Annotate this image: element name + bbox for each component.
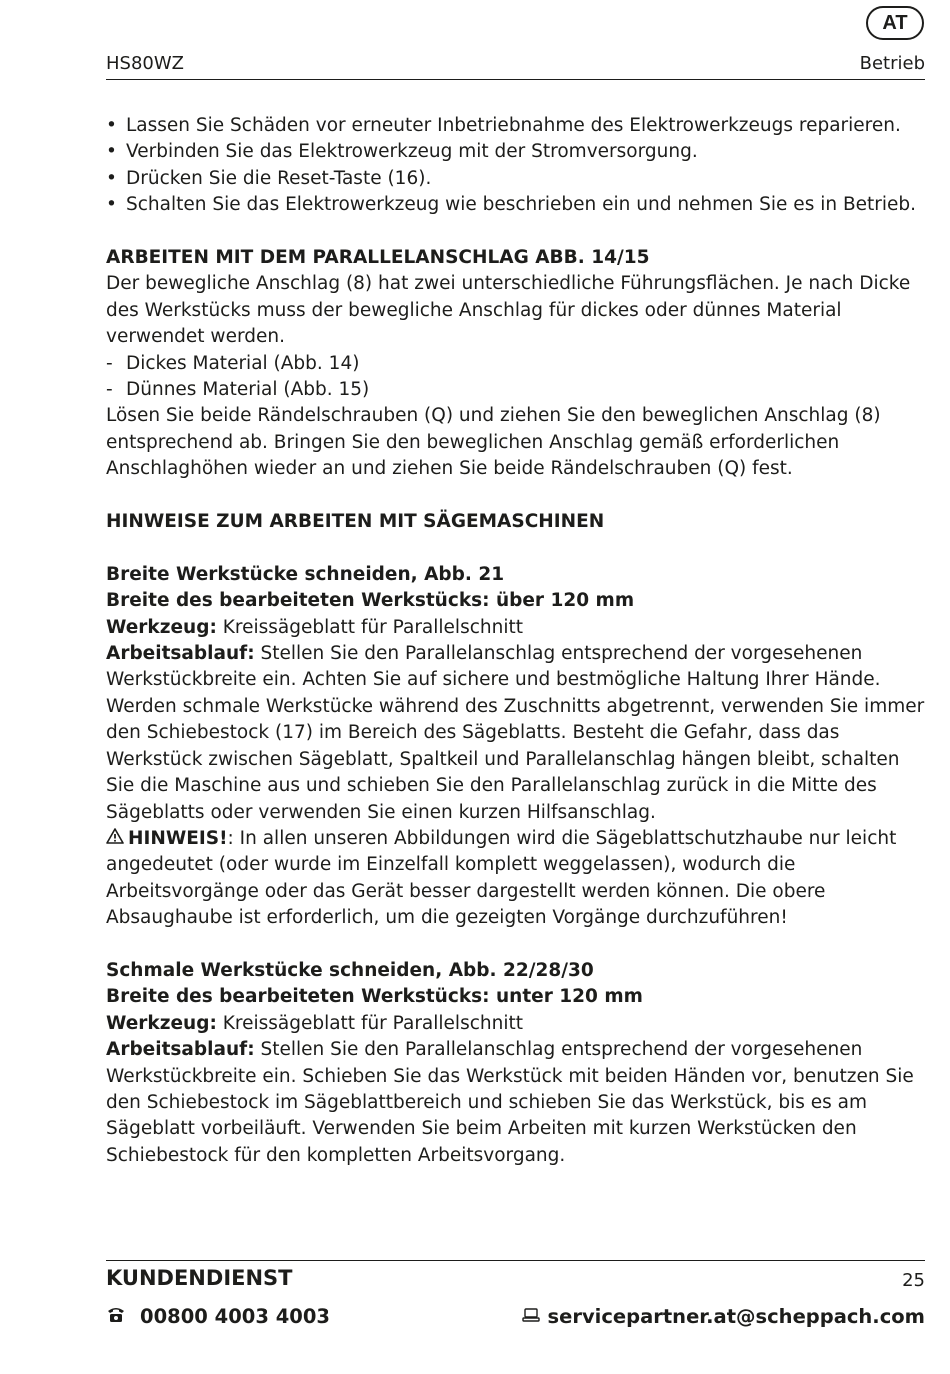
model-name: HS80WZ (106, 53, 184, 74)
tool-text: Kreissägeblatt für Parallelschnitt (216, 1012, 523, 1034)
parallel-text: Lösen Sie beide Rändelschrauben (Q) und ziehen Sie den beweglichen Anschlag (8) entsprechend ab. Bringen Sie den beweglichen Anschlag gemäß erforderlichen Anschlaghöhen wieder an und ziehen Sie beide Rändelschrauben (Q) fest. (106, 405, 881, 480)
dash-item: - Dünnes Material (Abb. 15) (106, 377, 928, 403)
footer-divider (106, 1260, 925, 1261)
bullet-item: • Drücken Sie die Reset-Taste (16). (106, 166, 928, 192)
bullet-item: • Lassen Sie Schäden vor erneuter Inbetriebnahme des Elektrowerkzeugs reparieren. (106, 113, 928, 139)
footer-title: KUNDENDIENST (106, 1266, 293, 1290)
process-text: Stellen Sie den Parallelanschlag entsprechend der vorgesehenen Werkstückbreite ein. Achten Sie auf sichere und bestmögliche Haltung Ihrer Hände. Werden schmale Werkstücke während des Zuschnitts abgetrennt, verwenden Sie immer den Schiebestock (17) im Bereich des Sägeblatts. Besteht die Gefahr, dass das Werkstück zwischen Sägeblatt, Spaltkeil und Parallelanschlag hängen bleibt, schalten Sie die Maschine aus und schieben Sie den Parallelanschlag zurück in die Mitte des Sägeblatts oder verwenden Sie einen kurzen Hilfsanschlag. (106, 643, 925, 823)
phone-contact (106, 1305, 330, 1328)
wide-process (106, 641, 928, 826)
country-badge: AT (866, 6, 924, 40)
parallel-heading: ARBEITEN MIT DEM PARALLELANSCHLAG ABB. 14/15 (106, 247, 650, 269)
wide-subtitle: Breite des bearbeiteten Werkstücks: über 120 mm (106, 590, 635, 612)
process-label: Arbeitsablauf: (106, 643, 255, 665)
narrow-title: Schmale Werkstücke schneiden, Abb. 22/28/30 (106, 959, 594, 981)
wide-tool (106, 615, 928, 641)
process-label: Arbeitsablauf: (106, 1039, 255, 1061)
email-contact (522, 1305, 926, 1328)
page-content (106, 113, 928, 1169)
wide-title: Breite Werkstücke schneiden, Abb. 21 (106, 563, 505, 585)
bullet-item: • Schalten Sie das Elektrowerkzeug wie beschrieben ein und nehmen Sie es in Betrieb. (106, 192, 928, 218)
warning-icon (106, 828, 124, 849)
process-text: Stellen Sie den Parallelanschlag entsprechend der vorgesehenen Werkstückbreite ein. Schieben Sie das Werkstück mit beiden Händen vor, benutzen Sie den Schiebestock im Sägeblattbereich und schieben Sie das Werkstück, bis es am Sägeblatt vorbeiläuft. Verwenden Sie beim Arbeiten mit kurzen Werkstücken den Schiebestock für den kompletten Arbeitsvorgang. (106, 1039, 914, 1166)
phone-icon (106, 1305, 126, 1328)
wide-note (106, 826, 928, 932)
page-number: 25 (902, 1270, 925, 1291)
computer-icon (522, 1305, 540, 1328)
dash-item: - Dickes Material (Abb. 14) (106, 351, 928, 377)
tool-label: Werkzeug: (106, 616, 217, 638)
note-text: : In allen unseren Abbildungen wird die Sägeblattschutzhaube nur leicht angedeutet (oder wurde im Einzelfall komplett weggelassen), wodurch die Arbeitsvorgänge oder das Gerät besser dargestellt werden können. Die obere Absaughaube ist erforderlich, um die gezeigten Vorgänge durchzuführen! (106, 827, 897, 929)
tool-label: Werkzeug: (106, 1012, 217, 1034)
note-label: HINWEIS! (128, 827, 228, 849)
phone-number[interactable]: 00800 4003 4003 (140, 1305, 330, 1328)
parallel-intro: Der bewegliche Anschlag (8) hat zwei unterschiedliche Führungsflächen. Je nach Dicke des Werkstücks muss der bewegliche Anschlag für dickes oder dünnes Material verwendet werden. (106, 273, 911, 348)
bullet-item: • Verbinden Sie das Elektrowerkzeug mit der Stromversorgung. (106, 139, 928, 165)
tool-text: Kreissägeblatt für Parallelschnitt (216, 616, 523, 638)
narrow-subtitle: Breite des bearbeiteten Werkstücks: unter 120 mm (106, 986, 643, 1008)
hints-heading: HINWEISE ZUM ARBEITEN MIT SÄGEMASCHINEN (106, 511, 605, 533)
email-link[interactable]: servicepartner.at@scheppach.com (547, 1305, 925, 1328)
narrow-process (106, 1037, 928, 1169)
header-divider (106, 79, 925, 80)
narrow-tool (106, 1011, 928, 1037)
section-name: Betrieb (859, 53, 925, 74)
